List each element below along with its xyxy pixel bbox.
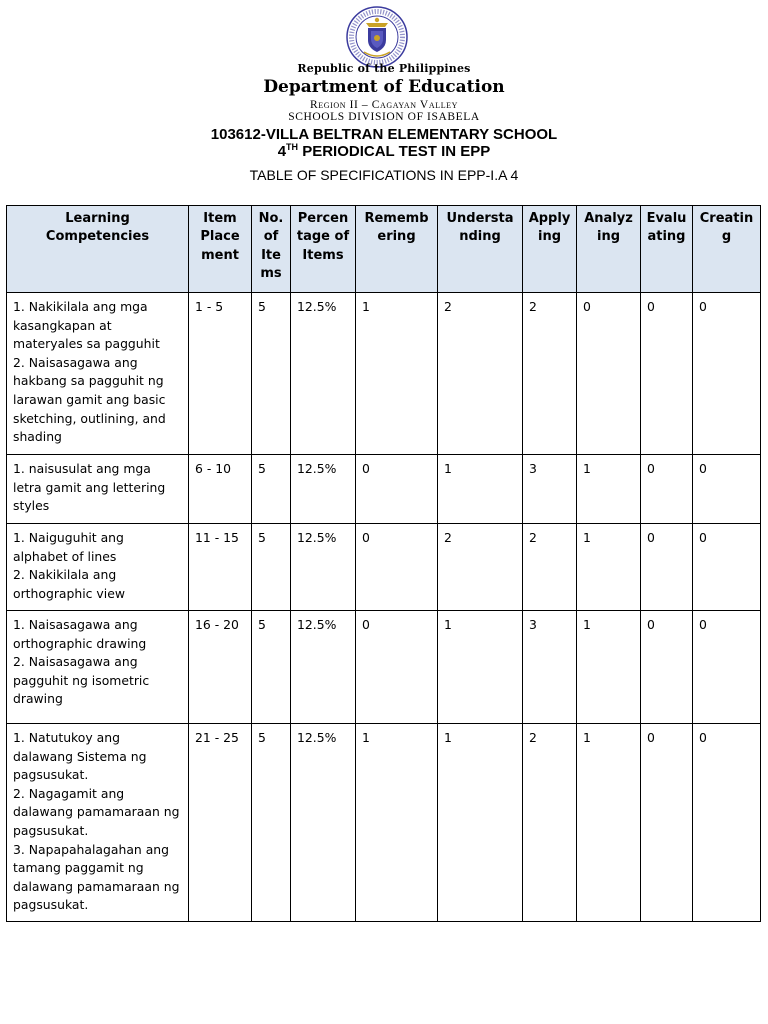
col-header: Item Place ment bbox=[189, 206, 252, 293]
school-name: 103612-VILLA BELTRAN ELEMENTARY SCHOOL bbox=[210, 126, 558, 143]
evaluating-cell: 0 bbox=[641, 293, 693, 455]
items-cell: 5 bbox=[252, 293, 291, 455]
competency-cell: 1. naisusulat ang mga letra gamit ang lettering styles bbox=[7, 455, 189, 524]
percentage-cell: 12.5% bbox=[291, 724, 356, 922]
competency-cell: 1. Nakikilala ang mga kasangkapan at materyales sa pagguhit 2. Naisasagawa ang hakbang sa pagguhit ng larawan gamit ang basic sketching, outlining, and shading bbox=[7, 293, 189, 455]
deped-seal-icon bbox=[346, 6, 408, 68]
remembering-cell: 1 bbox=[356, 724, 438, 922]
percentage-cell: 12.5% bbox=[291, 455, 356, 524]
percentage-cell: 12.5% bbox=[291, 524, 356, 611]
table-title: TABLE OF SPECIFICATIONS IN EPP-I.A 4 bbox=[249, 167, 519, 183]
analyzing-cell: 1 bbox=[577, 524, 641, 611]
remembering-cell: 1 bbox=[356, 293, 438, 455]
specification-table bbox=[6, 205, 761, 922]
analyzing-cell: 1 bbox=[577, 724, 641, 922]
applying-cell: 3 bbox=[523, 455, 577, 524]
remembering-cell: 0 bbox=[356, 455, 438, 524]
placement-cell: 1 - 5 bbox=[189, 293, 252, 455]
evaluating-cell: 0 bbox=[641, 455, 693, 524]
items-cell: 5 bbox=[252, 611, 291, 724]
creating-cell: 0 bbox=[693, 524, 761, 611]
region-heading: Region II – Cagayan Valley bbox=[309, 99, 459, 111]
col-header: Percen tage of Items bbox=[291, 206, 356, 293]
placement-cell: 6 - 10 bbox=[189, 455, 252, 524]
col-header: Analyz ing bbox=[577, 206, 641, 293]
col-header: Evalu ating bbox=[641, 206, 693, 293]
applying-cell: 2 bbox=[523, 293, 577, 455]
percentage-cell: 12.5% bbox=[291, 611, 356, 724]
analyzing-cell: 1 bbox=[577, 455, 641, 524]
evaluating-cell: 0 bbox=[641, 724, 693, 922]
analyzing-cell: 0 bbox=[577, 293, 641, 455]
table-row bbox=[7, 611, 761, 724]
items-cell: 5 bbox=[252, 524, 291, 611]
evaluating-cell: 0 bbox=[641, 611, 693, 724]
items-cell: 5 bbox=[252, 724, 291, 922]
table-row bbox=[7, 293, 761, 455]
understanding-cell: 1 bbox=[438, 611, 523, 724]
percentage-cell: 12.5% bbox=[291, 293, 356, 455]
col-header: Creatin g bbox=[693, 206, 761, 293]
applying-cell: 2 bbox=[523, 524, 577, 611]
competency-cell: 1. Naisasagawa ang orthographic drawing 2. Naisasagawa ang pagguhit ng isometric drawing bbox=[7, 611, 189, 724]
competency-cell: 1. Natutukoy ang dalawang Sistema ng pagsusukat. 2. Nagagamit ang dalawang pamamaraan ng pagsusukat. 3. Napapahalagahan ang tamang paggamit ng dalawang pamamaraan ng pagsusukat. bbox=[7, 724, 189, 922]
col-header: Rememb ering bbox=[356, 206, 438, 293]
col-header: No. of Ite ms bbox=[252, 206, 291, 293]
col-header: Understa nding bbox=[438, 206, 523, 293]
test-ordinal: 4 bbox=[277, 143, 287, 160]
creating-cell: 0 bbox=[693, 611, 761, 724]
test-ordinal-suffix: TH bbox=[286, 142, 299, 152]
creating-cell: 0 bbox=[693, 455, 761, 524]
creating-cell: 0 bbox=[693, 293, 761, 455]
test-title bbox=[0, 143, 768, 160]
table-row bbox=[7, 724, 761, 922]
republic-heading: Republic of the Philippines bbox=[297, 62, 471, 75]
remembering-cell: 0 bbox=[356, 524, 438, 611]
understanding-cell: 1 bbox=[438, 455, 523, 524]
competency-cell: 1. Naiguguhit ang alphabet of lines 2. Nakikilala ang orthographic view bbox=[7, 524, 189, 611]
understanding-cell: 2 bbox=[438, 524, 523, 611]
table-row bbox=[7, 524, 761, 611]
department-heading: Department of Education bbox=[263, 77, 505, 97]
test-title-rest: PERIODICAL TEST IN EPP bbox=[298, 143, 491, 160]
placement-cell: 16 - 20 bbox=[189, 611, 252, 724]
placement-cell: 21 - 25 bbox=[189, 724, 252, 922]
applying-cell: 3 bbox=[523, 611, 577, 724]
table-row bbox=[7, 455, 761, 524]
items-cell: 5 bbox=[252, 455, 291, 524]
understanding-cell: 1 bbox=[438, 724, 523, 922]
remembering-cell: 0 bbox=[356, 611, 438, 724]
analyzing-cell: 1 bbox=[577, 611, 641, 724]
understanding-cell: 2 bbox=[438, 293, 523, 455]
col-header: Learning Competencies bbox=[7, 206, 189, 293]
placement-cell: 11 - 15 bbox=[189, 524, 252, 611]
applying-cell: 2 bbox=[523, 724, 577, 922]
division-heading: SCHOOLS DIVISION OF ISABELA bbox=[288, 111, 480, 123]
col-header: Apply ing bbox=[523, 206, 577, 293]
creating-cell: 0 bbox=[693, 724, 761, 922]
table-header-row bbox=[7, 206, 761, 293]
evaluating-cell: 0 bbox=[641, 524, 693, 611]
